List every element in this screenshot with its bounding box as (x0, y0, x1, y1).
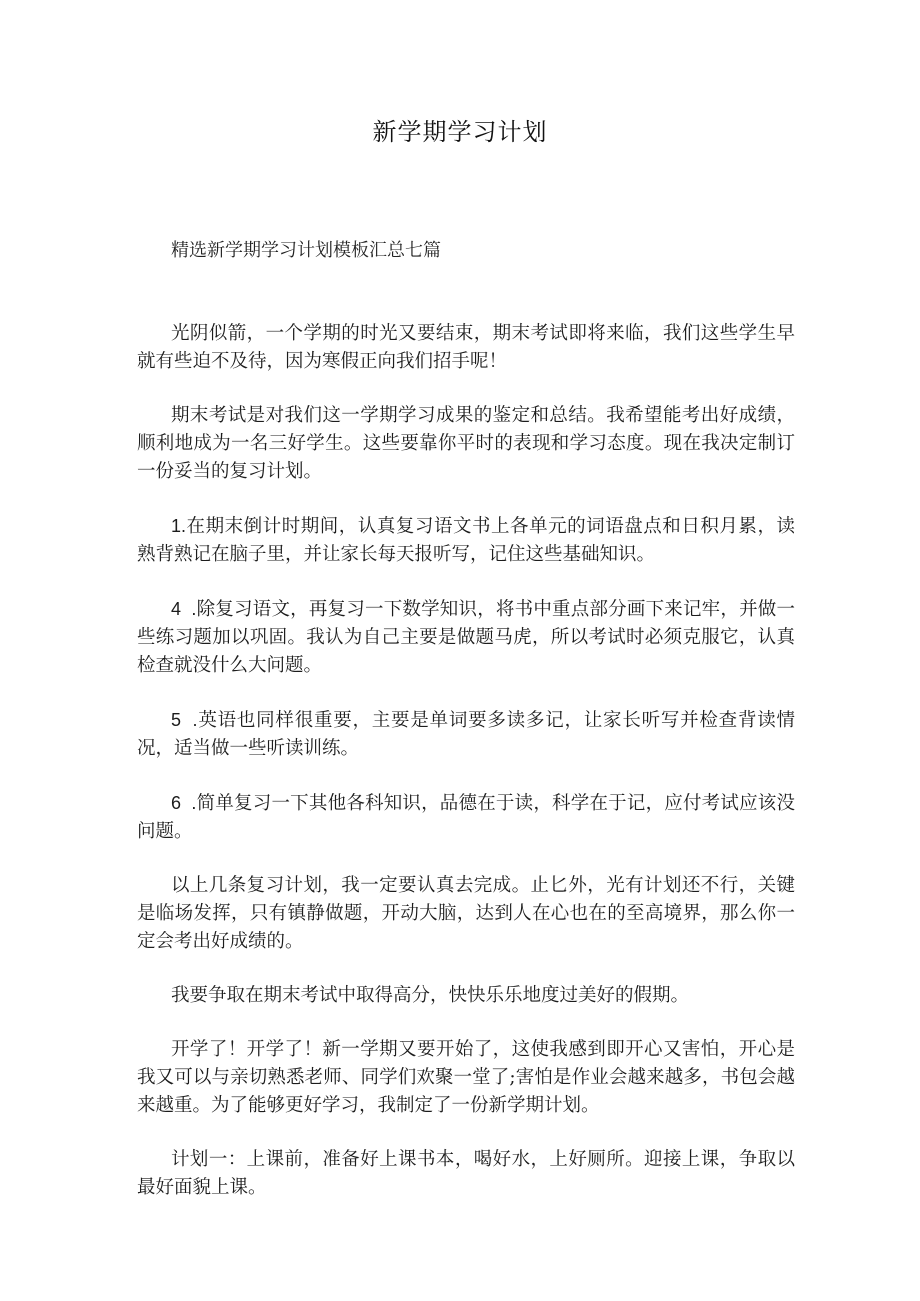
paragraph-plan-one (137, 1146, 795, 1202)
item-number: 5 . (171, 710, 198, 730)
paragraph-text: 计划一：上课前，准备好上课书本，喝好水，上好厕所。迎接上课，争取以最好面貌上课。 (137, 1149, 795, 1198)
paragraph-item-1 (137, 512, 795, 569)
item-number: 1. (171, 516, 187, 536)
paragraph-intro (137, 320, 795, 376)
paragraph-item-5 (137, 706, 795, 763)
document-title: 新学期学习计划 (372, 118, 548, 146)
paragraph-text: 期末考试是对我们这一学期学习成果的鉴定和总结。我希望能考出好成绩，顺利地成为一名三好学生。这些要靠你平时的表现和学习态度。现在我决定制订一份妥当的复习计划。 (137, 405, 795, 482)
item-number: 6 . (171, 793, 197, 813)
paragraph-text: 光阴似箭，一个学期的时光又要结束，期末考试即将来临，我们这些学生早就有些迫不及待，因为寒假正向我们招手呢！ (137, 323, 795, 372)
document-subtitle: 精选新学期学习计划模板汇总七篇 (171, 240, 441, 261)
paragraph-summary (137, 872, 795, 956)
paragraph-text: 简单复习一下其他各科知识，品德在于读，科学在于记，应付考试应该没问题。 (137, 793, 795, 842)
paragraph-text: 在期末倒计时期间，认真复习语文书上各单元的词语盘点和日积月累，读熟背熟记在脑子里，并让家长每天报听写，记住这些基础知识。 (137, 516, 795, 565)
paragraph-item-6 (137, 789, 795, 846)
paragraph-new-term (137, 1036, 795, 1120)
item-number: 4 . (171, 599, 197, 619)
document-body (137, 320, 795, 1202)
paragraph-text: 除复习语文，再复习一下数学知识，将书中重点部分画下来记牢，并做一些练习题加以巩固。我认为自己主要是做题马虎，所以考试时必须克服它，认真检查就没什么大问题。 (137, 599, 795, 676)
paragraph-text: 英语也同样很重要，主要是单词要多读多记，让家长听写并检查背读情况，适当做一些听读训练。 (137, 710, 795, 759)
paragraph-exam-goal (137, 402, 795, 486)
paragraph-text: 我要争取在期末考试中取得高分，快快乐乐地度过美好的假期。 (171, 985, 690, 1006)
paragraph-goal (137, 982, 795, 1010)
paragraph-text: 以上几条复习计划，我一定要认真去完成。止匕外，光有计划还不行，关键是临场发挥，只有镇静做题，开动大脑，达到人在心也在的至高境界，那么你一定会考出好成绩的。 (137, 875, 795, 952)
paragraph-item-4 (137, 595, 795, 680)
paragraph-text: 开学了！开学了！新一学期又要开始了，这使我感到即开心又害怕，开心是我又可以与亲切熟悉老师、同学们欢聚一堂了;害怕是作业会越来越多，书包会越来越重。为了能够更好学习，我制定了一份新学期计划。 (137, 1039, 795, 1116)
